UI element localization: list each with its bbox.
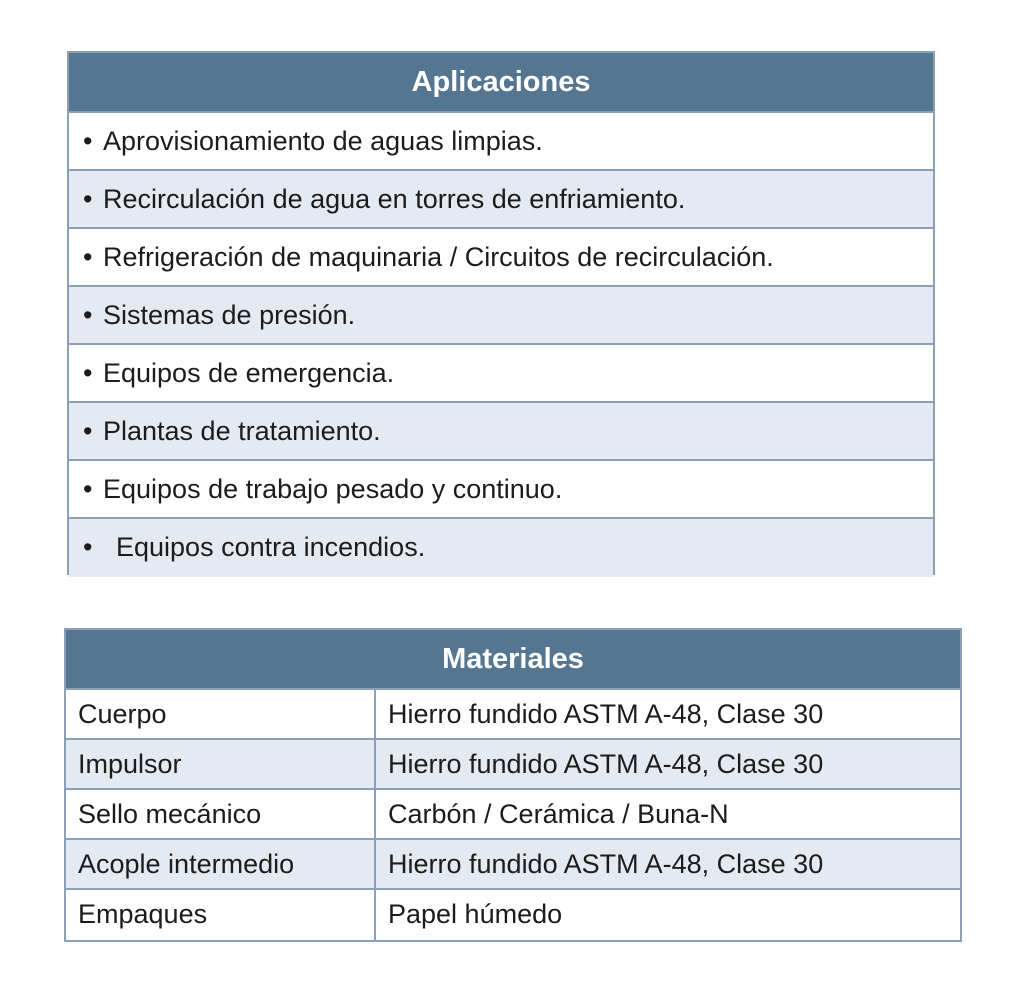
material-cell: Hierro fundido ASTM A-48, Clase 30 [388,849,824,879]
material-row [66,740,960,790]
materiales-header: Materiales [66,630,960,690]
aplicacion-row [69,461,933,519]
aplicacion-row [69,519,933,577]
aplicacion-text: Plantas de tratamiento. [103,416,381,446]
bullet-icon: • [83,242,93,272]
material-row [66,790,960,840]
material-cell: Carbón / Cerámica / Buna-N [388,799,729,829]
part-cell: Empaques [66,890,376,940]
aplicaciones-table [67,51,935,575]
bullet-icon: • [83,532,93,562]
aplicacion-text: Recirculación de agua en torres de enfriamiento. [103,184,686,214]
material-cell: Papel húmedo [388,899,563,929]
bullet-icon: • [83,358,93,388]
aplicacion-row [69,345,933,403]
bullet-icon: • [83,184,93,214]
aplicacion-row [69,287,933,345]
material-row [66,890,960,940]
aplicacion-text: Aprovisionamiento de aguas limpias. [103,126,543,156]
aplicacion-text: Equipos de trabajo pesado y continuo. [103,474,563,504]
part-cell: Cuerpo [66,690,376,738]
aplicacion-row [69,113,933,171]
aplicacion-text: Sistemas de presión. [103,300,356,330]
material-cell: Hierro fundido ASTM A-48, Clase 30 [388,749,824,779]
materiales-table [64,628,962,942]
aplicacion-row [69,403,933,461]
bullet-icon: • [83,416,93,446]
part-cell: Acople intermedio [66,840,376,888]
bullet-icon: • [83,126,93,156]
aplicacion-text: Equipos contra incendios. [116,532,426,562]
bullet-icon: • [83,474,93,504]
aplicaciones-header: Aplicaciones [69,53,933,113]
aplicacion-row [69,229,933,287]
bullet-icon: • [83,300,93,330]
aplicacion-text: Refrigeración de maquinaria / Circuitos de recirculación. [103,242,774,272]
part-cell: Impulsor [66,740,376,788]
material-row [66,690,960,740]
aplicacion-text: Equipos de emergencia. [103,358,395,388]
part-cell: Sello mecánico [66,790,376,838]
material-row [66,840,960,890]
aplicacion-row [69,171,933,229]
material-cell: Hierro fundido ASTM A-48, Clase 30 [388,699,824,729]
